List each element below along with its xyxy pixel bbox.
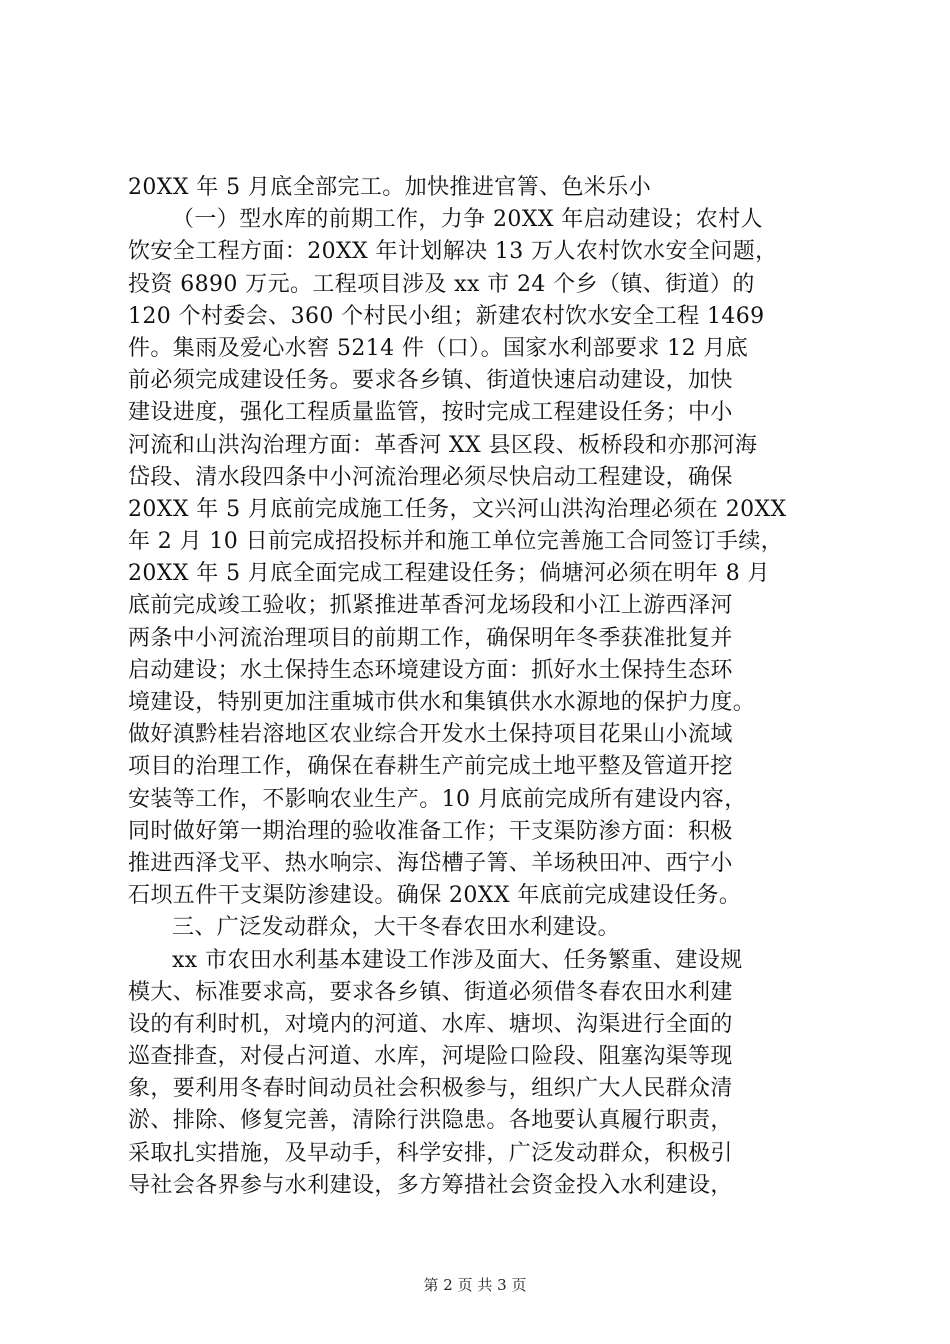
text-line: 淤、排除、修复完善，清除行洪隐患。各地要认真履行职责， [128,1108,733,1134]
text-line: 安装等工作，不影响农业生产。10 月底前完成所有建设内容， [128,786,747,812]
text-line: 模大、标准要求高，要求各乡镇、街道必须借冬春农田水利建 [128,979,733,1005]
text-line: 境建设，特别更加注重城市供水和集镇供水水源地的保护力度。 [128,690,756,715]
text-line: （一）型水库的前期工作，力争 20XX 年启动建设；农村人 [172,207,763,233]
text-line: 采取扎实措施，及早动手，科学安排，广泛发动群众，积极引 [128,1140,733,1166]
document-body [128,172,848,1202]
section-heading: 三、广泛发动群众，大干冬春农田水利建设。 [172,915,621,941]
text-line: 件。集雨及爱心水窖 5214 件（口）。国家水利部要求 12 月底 [128,335,749,361]
text-line: 20XX 年 5 月底前完成施工任务，文兴河山洪沟治理必须在 20XX [128,496,787,522]
text-line: 20XX 年 5 月底全部完工。加快推进官箐、色米乐小 [128,175,652,200]
text-line: 投资 6890 万元。工程项目涉及 xx 市 24 个乡（镇、街道）的 [128,271,755,297]
text-line: 建设进度，强化工程质量监管，按时完成工程建设任务；中小 [128,400,733,426]
page-footer: 第 2 页 共 3 页 [423,1276,527,1294]
text-line: 推进西泽戈平、热水响宗、海岱槽子箐、羊场秧田冲、西宁小 [128,850,733,876]
text-line: 象，要利用冬春时间动员社会积极参与，组织广大人民群众清 [128,1076,733,1102]
text-line: 启动建设；水土保持生态环境建设方面：抓好水土保持生态环 [128,657,733,683]
text-line: 岱段、清水段四条中小河流治理必须尽快启动工程建设，确保 [128,464,733,490]
text-line: 前必须完成建设任务。要求各乡镇、街道快速启动建设，加快 [128,368,733,394]
text-line: 同时做好第一期治理的验收准备工作；干支渠防渗方面：积极 [128,818,733,844]
text-line: 两条中小河流治理项目的前期工作，确保明年冬季获准批复并 [128,625,733,651]
text-line: 导社会各界参与水利建设，多方筹措社会资金投入水利建设， [128,1172,733,1198]
text-line: 巡查排查，对侵占河道、水库，河堤险口险段、阻塞沟渠等现 [128,1044,733,1070]
text-line: 石坝五件干支渠防渗建设。确保 20XX 年底前完成建设任务。 [128,883,742,909]
text-line: 底前完成竣工验收；抓紧推进革香河龙场段和小江上游西泽河 [128,593,733,619]
text-line: 饮安全工程方面：20XX 年计划解决 13 万人农村饮水安全问题， [128,239,778,265]
text-line: 20XX 年 5 月底全面完成工程建设任务；倘塘河必须在明年 8 月 [128,561,770,587]
text-line: 120 个村委会、360 个村民小组；新建农村饮水安全工程 1469 [128,303,765,329]
text-line: 河流和山洪沟治理方面：革香河 XX 县区段、板桥段和亦那河海 [128,432,758,458]
text-line: 项目的治理工作，确保在春耕生产前完成土地平整及管道开挖 [128,754,733,780]
text-line: xx 市农田水利基本建设工作涉及面大、任务繁重、建设规 [172,947,743,973]
text-line: 设的有利时机，对境内的河道、水库、塘坝、沟渠进行全面的 [128,1011,733,1037]
text-line: 做好滇黔桂岩溶地区农业综合开发水土保持项目花果山小流域 [128,722,733,748]
text-line: 年 2 月 10 日前完成招投标并和施工单位完善施工合同签订手续， [128,529,784,555]
